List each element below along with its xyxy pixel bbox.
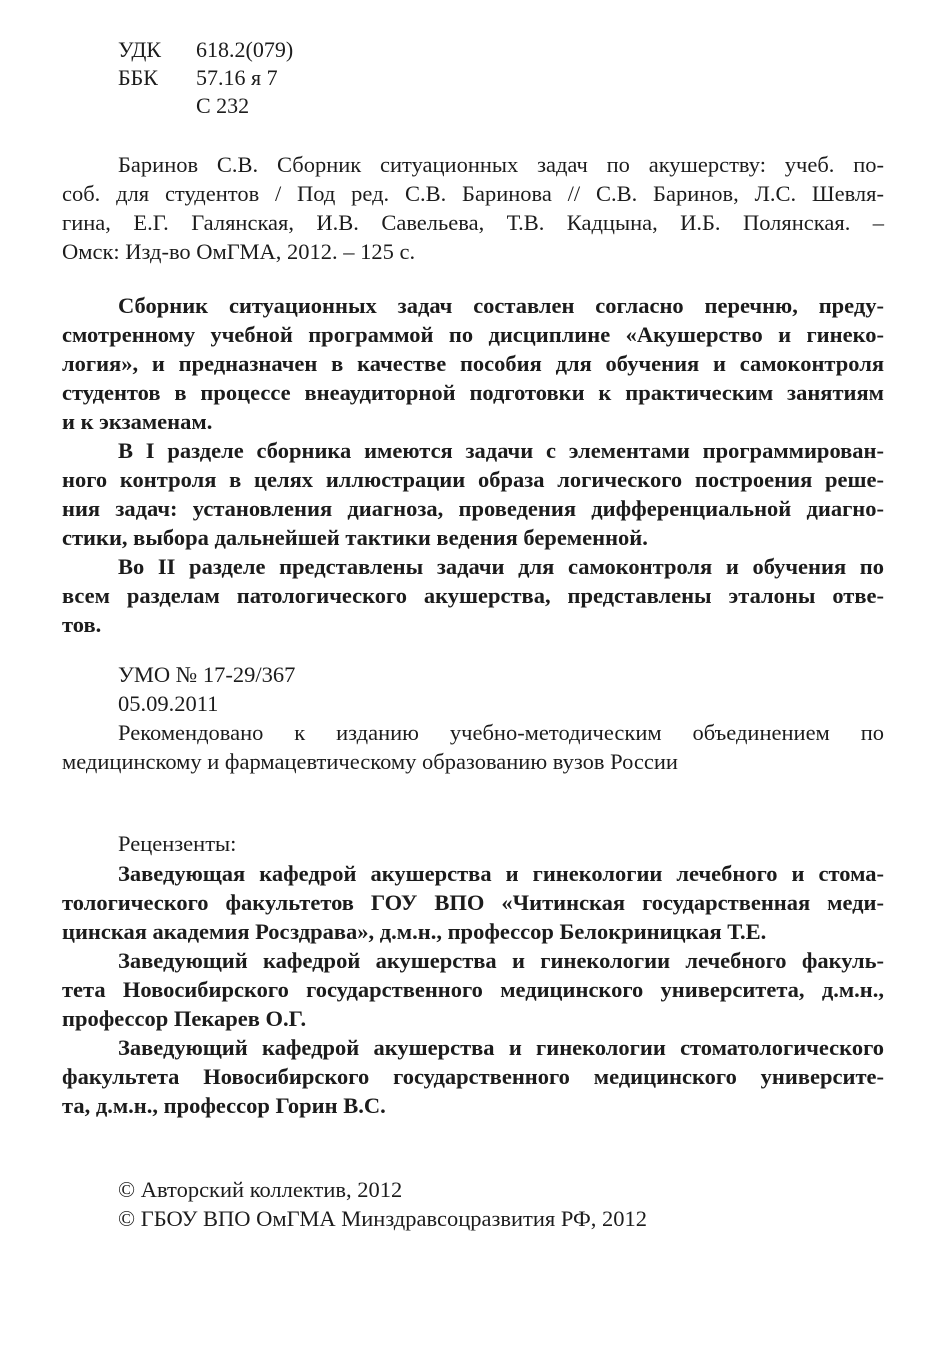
- abstract-line: ния задач: установления диагноза, проведения дифференциальной диагно-: [62, 496, 884, 521]
- citation-line: Омск: Изд-во ОмГМА, 2012. – 125 с.: [62, 239, 416, 264]
- abstract-line: стики, выбора дальнейшей тактики ведения беременной.: [62, 525, 648, 550]
- abstract-line: логия», и предназначен в качестве пособия для обучения и самоконтроля: [62, 351, 884, 376]
- umo-date: 05.09.2011: [118, 691, 219, 716]
- umo-recommendation-line: медицинскому и фармацевтическому образованию вузов России: [62, 749, 678, 774]
- udk-label: УДК: [118, 37, 162, 62]
- reviewer-line: та, д.м.н., профессор Горин В.С.: [62, 1093, 386, 1118]
- abstract-line: студентов в процессе внеаудиторной подготовки к практическим занятиям: [62, 380, 884, 405]
- author-mark: С 232: [196, 93, 250, 118]
- abstract-line: В I разделе сборника имеются задачи с элементами программирован-: [118, 438, 884, 463]
- reviewer-line: факультета Новосибирского государственного медицинского университе-: [62, 1064, 884, 1089]
- citation-line: соб. для студентов / Под ред. С.В. Баринова // С.В. Баринов, Л.С. Шевля-: [62, 181, 884, 206]
- reviewers-heading: Рецензенты:: [118, 831, 237, 856]
- reviewer-line: Заведующий кафедрой акушерства и гинекологии лечебного факуль-: [118, 948, 884, 973]
- reviewer-line: Заведующий кафедрой акушерства и гинекологии стоматологического: [118, 1035, 884, 1060]
- udk-value: 618.2(079): [196, 37, 294, 62]
- abstract-line: Во II разделе представлены задачи для самоконтроля и обучения по: [118, 554, 884, 579]
- umo-number: УМО № 17-29/367: [118, 662, 296, 687]
- bbk-label: ББК: [118, 65, 158, 90]
- umo-recommendation-line: Рекомендовано к изданию учебно-методическим объединением по: [118, 720, 884, 745]
- reviewer-line: Заведующая кафедрой акушерства и гинекологии лечебного и стома-: [118, 861, 884, 886]
- reviewer-line: тологического факультетов ГОУ ВПО «Читинская государственная меди-: [62, 890, 884, 915]
- citation-line: Баринов С.В. Сборник ситуационных задач по акушерству: учеб. по-: [118, 152, 884, 177]
- abstract-line: смотренному учебной программой по дисциплине «Акушерство и гинеко-: [62, 322, 884, 347]
- citation-line: гина, Е.Г. Галянская, И.В. Савельева, Т.В. Кадцына, И.Б. Полянская. –: [62, 210, 884, 235]
- reviewer-line: тета Новосибирского государственного медицинского университета, д.м.н.,: [62, 977, 884, 1002]
- copyright-authors: © Авторский коллектив, 2012: [118, 1177, 403, 1202]
- bbk-value: 57.16 я 7: [196, 65, 278, 90]
- copyright-publisher: © ГБОУ ВПО ОмГМА Минздравсоцразвития РФ, 2012: [118, 1206, 648, 1231]
- abstract-line: всем разделам патологического акушерства, представлены эталоны отве-: [62, 583, 884, 608]
- reviewer-line: профессор Пекарев О.Г.: [62, 1006, 307, 1031]
- reviewer-line: цинская академия Росздрава», д.м.н., профессор Белокриницкая Т.Е.: [62, 919, 767, 944]
- abstract-line: ного контроля в целях иллюстрации образа логического построения реше-: [62, 467, 884, 492]
- abstract-line: Сборник ситуационных задач составлен согласно перечню, преду-: [118, 293, 884, 318]
- abstract-line: и к экзаменам.: [62, 409, 213, 434]
- abstract-line: тов.: [62, 612, 102, 637]
